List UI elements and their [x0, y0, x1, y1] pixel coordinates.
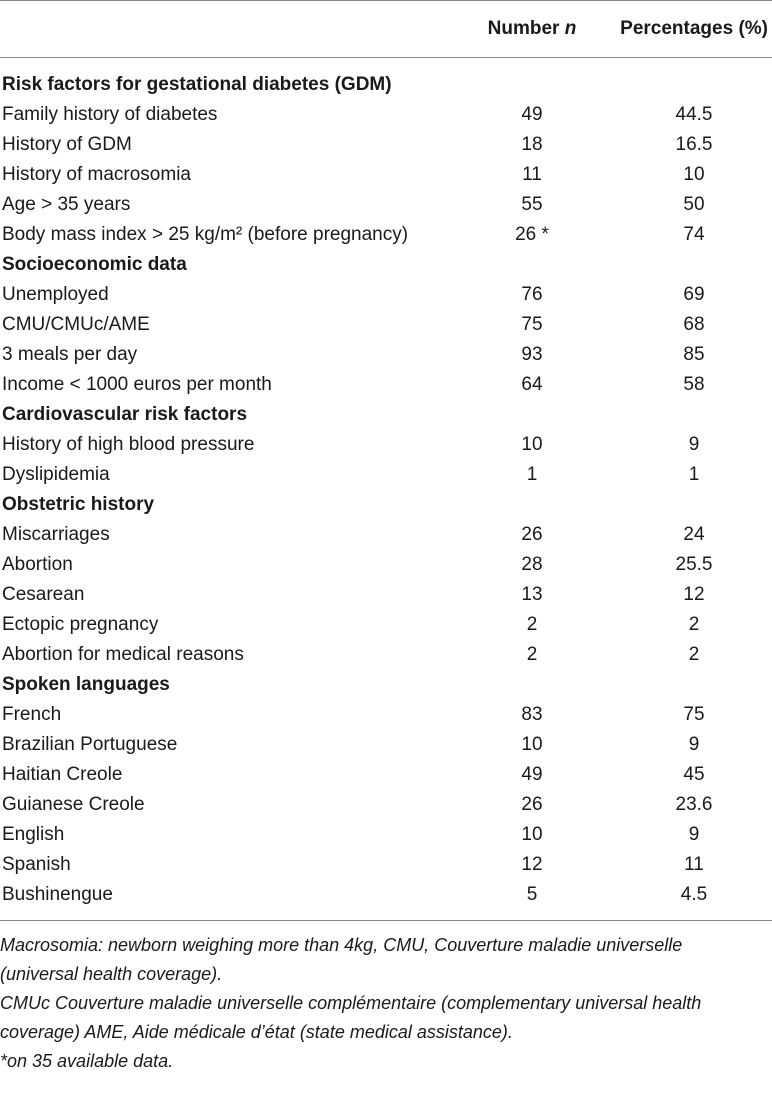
row-label: Brazilian Portuguese	[2, 734, 178, 755]
row-percentage: 12	[683, 584, 705, 605]
header-number-text: Number	[487, 18, 560, 39]
table-row	[0, 880, 772, 921]
row-percentage: 11	[684, 854, 704, 875]
section-title: Cardiovascular risk factors	[2, 404, 248, 425]
row-percentage: 9	[688, 434, 700, 455]
table-row	[0, 220, 772, 250]
row-label: History of high blood pressure	[2, 434, 255, 455]
row-number: 13	[521, 584, 543, 605]
row-label: Body mass index > 25 kg/m² (before pregnancy)	[2, 224, 409, 245]
section-row	[0, 490, 772, 520]
bottom-rule	[0, 921, 772, 922]
row-percentage: 9	[688, 824, 700, 845]
table-row	[0, 430, 772, 460]
row-number: 83	[521, 704, 543, 725]
row-label: Cesarean	[2, 584, 85, 605]
row-number: 11	[522, 164, 542, 185]
row-label: Abortion	[2, 554, 73, 575]
section-row	[0, 250, 772, 280]
row-label: Bushinengue	[2, 884, 113, 905]
row-percentage: 45	[683, 764, 705, 785]
row-label: History of macrosomia	[2, 164, 191, 185]
row-percentage: 44.5	[675, 104, 713, 125]
row-label: 3 meals per day	[2, 344, 138, 365]
row-percentage: 50	[683, 194, 705, 215]
row-percentage: 10	[683, 164, 705, 185]
note-line: CMUc Couverture maladie universelle complémentaire (complementary universal health	[0, 993, 702, 1013]
row-number: 1	[526, 464, 538, 485]
row-label: French	[2, 704, 62, 725]
table-row	[0, 550, 772, 580]
header-number-n: n	[564, 18, 577, 39]
row-percentage: 9	[688, 734, 700, 755]
row-number: 28	[521, 554, 543, 575]
table-row	[0, 820, 772, 850]
row-label: Unemployed	[2, 284, 109, 305]
table-body	[0, 58, 772, 921]
row-number: 26 *	[515, 224, 549, 245]
row-label: Ectopic pregnancy	[2, 614, 159, 635]
table-row	[0, 760, 772, 790]
section-row	[0, 670, 772, 700]
row-number: 64	[521, 374, 543, 395]
section-title: Spoken languages	[2, 674, 170, 695]
row-label: Age > 35 years	[2, 194, 131, 215]
section-title: Socioeconomic data	[2, 254, 187, 275]
row-number: 18	[521, 134, 543, 155]
section-row	[0, 400, 772, 430]
row-percentage: 85	[683, 344, 705, 365]
row-percentage: 2	[688, 644, 700, 665]
row-percentage: 25.5	[675, 554, 713, 575]
table-row	[0, 310, 772, 340]
row-label: CMU/CMUc/AME	[2, 314, 150, 335]
note-line: (universal health coverage).	[0, 964, 223, 984]
row-percentage: 74	[683, 224, 705, 245]
table-row	[0, 580, 772, 610]
note-line: Macrosomia: newborn weighing more than 4kg, CMU, Couverture maladie universelle	[0, 935, 683, 955]
row-number: 12	[521, 854, 543, 875]
row-number: 26	[521, 794, 543, 815]
row-number: 5	[526, 884, 538, 905]
table-row	[0, 100, 772, 130]
table-row	[0, 640, 772, 670]
table-row	[0, 700, 772, 730]
section-row	[0, 58, 772, 101]
row-percentage: 4.5	[680, 884, 708, 905]
row-percentage: 68	[683, 314, 705, 335]
row-number: 55	[521, 194, 543, 215]
row-percentage: 16.5	[675, 134, 713, 155]
row-label: Family history of diabetes	[2, 104, 218, 125]
row-label: English	[2, 824, 65, 845]
row-number: 75	[521, 314, 543, 335]
row-label: Haitian Creole	[2, 764, 123, 785]
table-row	[0, 340, 772, 370]
note-line: *on 35 available data.	[0, 1051, 174, 1071]
row-number: 10	[521, 824, 543, 845]
row-label: Guianese Creole	[2, 794, 145, 815]
row-percentage: 75	[683, 704, 705, 725]
row-label: Miscarriages	[2, 524, 110, 545]
section-title: Risk factors for gestational diabetes (GDM)	[2, 74, 392, 95]
note-line: coverage) AME, Aide médicale d’état (state medical assistance).	[0, 1022, 513, 1042]
header-percentages: Percentages (%)	[596, 1, 772, 58]
row-percentage: 58	[683, 374, 705, 395]
row-number: 49	[521, 764, 543, 785]
row-number: 2	[526, 644, 538, 665]
section-title: Obstetric history	[2, 494, 155, 515]
table-row	[0, 520, 772, 550]
table-row	[0, 130, 772, 160]
row-label: Income < 1000 euros per month	[2, 374, 272, 395]
row-label: History of GDM	[2, 134, 132, 155]
header-number	[468, 1, 596, 58]
row-percentage: 2	[688, 614, 700, 635]
table-notes	[0, 931, 772, 1076]
row-label: Spanish	[2, 854, 71, 875]
row-percentage: 24	[683, 524, 705, 545]
table-row	[0, 790, 772, 820]
table-row	[0, 460, 772, 490]
row-number: 10	[521, 734, 543, 755]
row-number: 2	[526, 614, 538, 635]
row-percentage: 1	[688, 464, 700, 485]
row-number: 49	[521, 104, 543, 125]
row-number: 76	[521, 284, 543, 305]
row-number: 26	[521, 524, 543, 545]
table-row	[0, 370, 772, 400]
table-row	[0, 280, 772, 310]
row-percentage: 69	[683, 284, 705, 305]
header-row	[0, 1, 772, 58]
row-number: 93	[521, 344, 543, 365]
table-row	[0, 610, 772, 640]
table-row	[0, 160, 772, 190]
row-number: 10	[521, 434, 543, 455]
table-row	[0, 850, 772, 880]
table-row	[0, 730, 772, 760]
row-percentage: 23.6	[675, 794, 713, 815]
table-row	[0, 190, 772, 220]
header-label	[0, 1, 468, 58]
row-label: Abortion for medical reasons	[2, 644, 244, 665]
row-label: Dyslipidemia	[2, 464, 110, 485]
